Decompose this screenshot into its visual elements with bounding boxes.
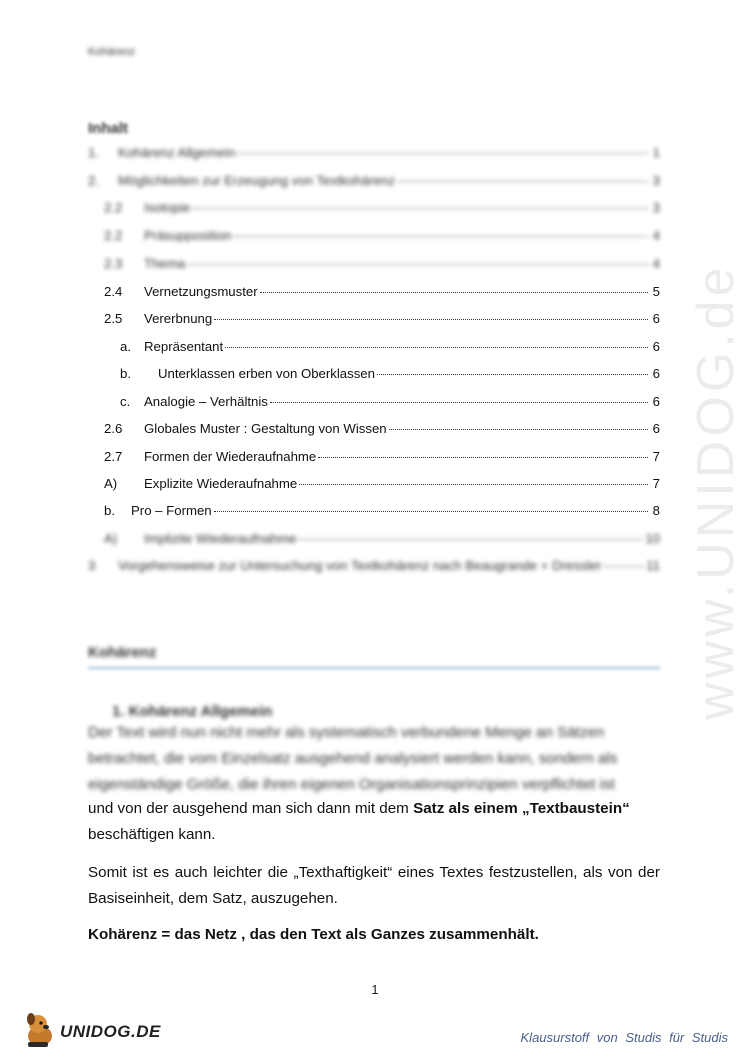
toc-entry-page: 7 <box>652 449 660 464</box>
toc-entry-title: Implizite Wiederaufnahme <box>144 531 297 546</box>
paragraph-line: beschäftigen kann. <box>88 826 216 843</box>
toc-entry[interactable] <box>104 284 660 299</box>
toc-entry-number: 2.2 <box>104 200 123 215</box>
toc-entry-page: 10 <box>645 531 660 546</box>
toc-entry-title: Möglichkeiten zur Erzeugung von Textkohärenz <box>118 173 395 188</box>
toc-dot-leader <box>377 374 648 375</box>
toc-entry-number: 2.3 <box>104 256 123 271</box>
toc-dot-leader <box>233 236 648 237</box>
toc-entry-number: A) <box>104 476 118 491</box>
page-number: 1 <box>371 982 379 997</box>
sub-heading: 1. Kohärenz Allgemein <box>112 703 273 720</box>
toc-entry-title: Isotopie <box>144 200 191 215</box>
toc-entry[interactable] <box>104 256 660 271</box>
toc-dot-leader <box>270 402 648 403</box>
toc-entry[interactable] <box>104 476 660 491</box>
toc-entry-number: b. <box>120 366 131 381</box>
section-heading: Kohärenz <box>88 644 157 661</box>
toc-entry-title: Analogie – Verhältnis <box>144 394 268 409</box>
toc-entry-number: 2.6 <box>104 421 123 436</box>
toc-entry-title: Explizite Wiederaufnahme <box>144 476 298 491</box>
toc-entry-title: Formen der Wiederaufnahme <box>144 449 317 464</box>
toc-entry-title: Pro – Formen <box>131 503 212 518</box>
toc-entry-title: Vorgehensweise zur Untersuchung von Textkohärenz nach Beaugrande + Dressler <box>118 558 602 573</box>
toc-entry[interactable] <box>88 145 660 160</box>
toc-entry-page: 6 <box>652 311 660 326</box>
toc-entry-title: Präsupposition <box>144 228 232 243</box>
toc-entry-title: Repräsentant <box>144 339 224 354</box>
toc-entry-number: a. <box>120 339 131 354</box>
toc-entry-page: 6 <box>652 421 660 436</box>
toc-entry-title: Globales Muster : Gestaltung von Wissen <box>144 421 387 436</box>
toc-entry-title: Kohärenz Allgemein <box>118 145 236 160</box>
toc-entry-title: Unterklassen erben von Oberklassen <box>158 366 375 381</box>
toc-entry-number: c. <box>120 394 131 409</box>
toc-entry-number: 2.2 <box>104 228 123 243</box>
toc-dot-leader <box>192 208 648 209</box>
toc-entry-page: 8 <box>652 503 660 518</box>
toc-entry-number: 2.5 <box>104 311 123 326</box>
toc-entry-number: A) <box>104 531 118 546</box>
toc-entry-number: 2. <box>88 173 99 188</box>
definition-statement: Kohärenz = das Netz , das den Text als Ganzes zusammenhält. <box>88 926 539 943</box>
toc-entry-page: 11 <box>646 558 660 573</box>
toc-entry-page: 7 <box>652 476 660 491</box>
toc-title: Inhalt <box>88 120 128 137</box>
toc-dot-leader <box>298 539 643 540</box>
slogan: Klausurstoff von Studis für Studis <box>520 1030 728 1045</box>
paragraph-line <box>88 800 660 817</box>
toc-dot-leader <box>225 347 648 348</box>
paragraph-line-blurred: betrachtet, die vom Einzelsatz ausgehend analysiert werden kann, sondern als <box>88 750 618 767</box>
toc-entry[interactable] <box>104 200 660 215</box>
toc-entry-number: 2.4 <box>104 284 123 299</box>
toc-entry-number: b. <box>104 503 115 518</box>
toc-entry-page: 4 <box>652 228 660 243</box>
toc-dot-leader <box>318 457 648 458</box>
toc-entry-page: 6 <box>652 339 660 354</box>
toc-entry-page: 4 <box>652 256 660 271</box>
toc-entry[interactable] <box>104 503 660 518</box>
toc-entry[interactable] <box>104 531 660 546</box>
paragraph-line-bold: Satz als einem „Textbaustein“ <box>413 800 630 817</box>
toc-entry[interactable] <box>104 311 660 326</box>
toc-entry-page: 1 <box>652 145 660 160</box>
toc-entry[interactable] <box>104 421 660 436</box>
section-divider <box>88 667 660 669</box>
toc-entry-page: 6 <box>652 394 660 409</box>
toc-entry[interactable] <box>120 366 660 381</box>
toc-entry[interactable] <box>88 558 660 573</box>
toc-entry-page: 3 <box>652 200 660 215</box>
toc-dot-leader <box>603 566 644 567</box>
toc-dot-leader <box>397 181 648 182</box>
running-header: Kohärenz <box>88 46 136 58</box>
toc-dot-leader <box>187 264 648 265</box>
toc-entry-number: 2.7 <box>104 449 123 464</box>
paragraph-line-blurred: eigenständige Größe, die ihren eigenen Organisationsprinzipien verpflichtet ist <box>88 776 615 793</box>
toc-entry-page: 3 <box>652 173 660 188</box>
paragraph: Somit ist es auch leichter die „Texthaftigkeit“ eines Textes festzustellen, als von der Basiseinheit, dem Satz, auszugehen. <box>88 864 660 907</box>
toc-entry-page: 5 <box>652 284 660 299</box>
watermark: www.UNIDOG.de <box>687 263 745 720</box>
toc-entry[interactable] <box>120 339 660 354</box>
toc-entry-page: 6 <box>652 366 660 381</box>
toc-entry[interactable] <box>104 228 660 243</box>
logo <box>22 1014 161 1050</box>
toc-entry[interactable] <box>104 449 660 464</box>
paragraph-line-text: und von der ausgehend man sich dann mit dem <box>88 800 409 817</box>
toc-entry-title: Vererbnung <box>144 311 213 326</box>
toc-dot-leader <box>214 319 648 320</box>
toc-entry-number: 1. <box>88 145 99 160</box>
toc-dot-leader <box>237 153 648 154</box>
toc-dot-leader <box>299 484 648 485</box>
toc-dot-leader <box>389 429 648 430</box>
toc-entry-title: Thema <box>144 256 186 271</box>
logo-text: UNIDOG.DE <box>60 1022 161 1041</box>
toc-dot-leader <box>214 511 648 512</box>
toc-entry[interactable] <box>120 394 660 409</box>
toc-dot-leader <box>260 292 648 293</box>
toc-entry-number: 3 <box>88 558 96 573</box>
toc-entry[interactable] <box>88 173 660 188</box>
toc-entry-title: Vernetzungsmuster <box>144 284 258 299</box>
paragraph-line-blurred: Der Text wird nun nicht mehr als systematisch verbundene Menge an Sätzen <box>88 724 605 741</box>
